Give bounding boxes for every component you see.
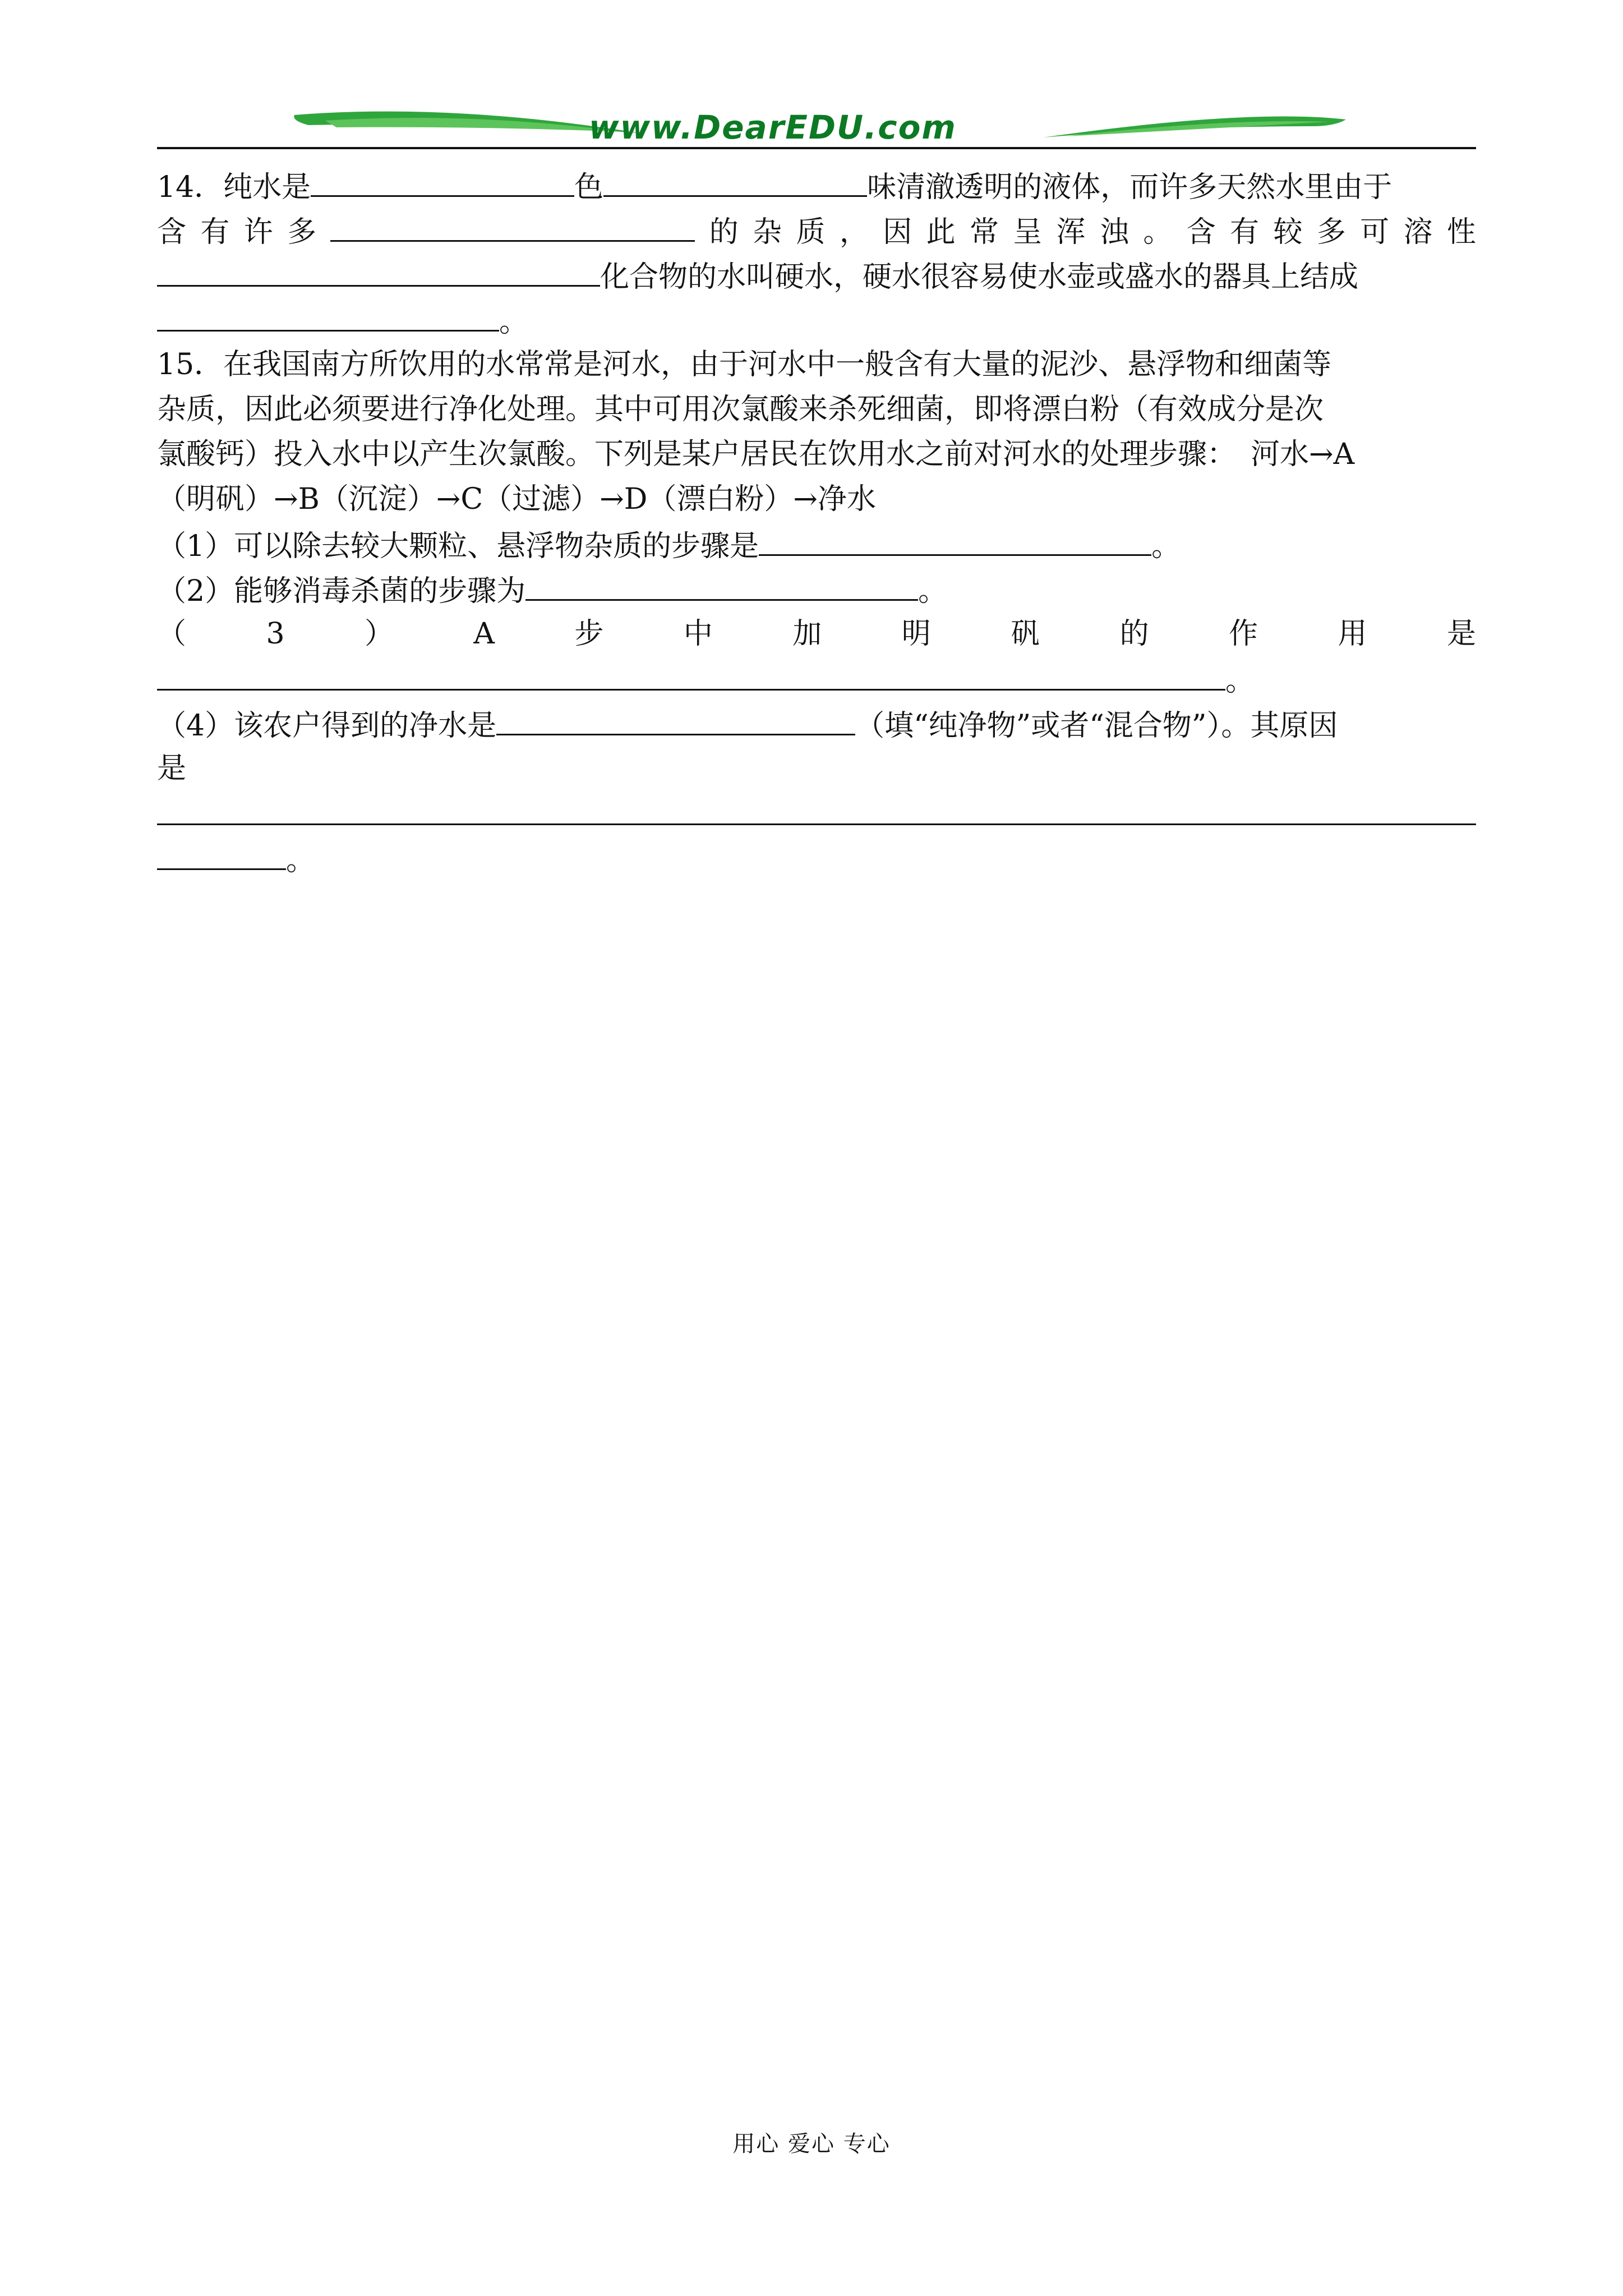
q14-l2-char: 溶 <box>1403 215 1433 249</box>
q14-l2-char: 质 <box>796 215 826 249</box>
q15-sub3-char: 的 <box>1119 617 1149 651</box>
q14-l2-char: 多 <box>287 215 317 249</box>
q15-sub1-period: 。 <box>1151 530 1181 563</box>
q15-paragraph-line-3 <box>157 432 1476 477</box>
q14-text-c: 味清澈透明的液体，而许多天然水里由于 <box>867 171 1393 204</box>
q15-sub4 <box>157 701 1476 746</box>
q14-line-2 <box>157 208 1476 252</box>
q14-period: 。 <box>499 305 529 339</box>
question-content <box>157 163 1476 881</box>
q15-sub3-blank[interactable] <box>157 656 1225 691</box>
q15-sub3-answer-line <box>157 656 1476 701</box>
q15-sub3-period: 。 <box>1225 664 1255 698</box>
q15-sub2-blank[interactable] <box>525 567 918 601</box>
q14-l2-char: 杂 <box>753 215 782 249</box>
q15-sub4-blank-end[interactable] <box>157 836 286 870</box>
q14-l2-char: 因 <box>883 215 912 249</box>
q15-sub4-answer-rule-line <box>157 791 1476 836</box>
q14-l2-char: 多 <box>1316 215 1346 249</box>
q15-sub4-cont-text: 是 <box>157 752 187 785</box>
q15-sub3-char: 步 <box>574 617 604 651</box>
q15-sub4-text-after: （填“纯净物”或者“混合物”）。其原因 <box>855 709 1338 743</box>
q14-l2-char: 性 <box>1446 215 1476 249</box>
q14-l2-char: ， <box>839 215 869 249</box>
q15-text: 氯酸钙）投入水中以产生次氯酸。下列是某户居民在饮用水之前对河水的处理步骤： 河水→A <box>157 438 1355 471</box>
q15-sub3-char: A <box>473 617 495 651</box>
q15-sub3-char: 3 <box>266 617 285 651</box>
q15-sub2-text: （2）能够消毒杀菌的步骤为 <box>157 574 526 608</box>
page-footer: 用心 爱心 专心 <box>732 2131 891 2157</box>
q15-text: 杂质，因此必须要进行净化处理。其中可用次氯酸来杀死细菌，即将漂白粉（有效成分是次 <box>157 393 1324 426</box>
page-header <box>157 104 1495 160</box>
q15-sub3 <box>157 611 1476 656</box>
q15-sub3-char: 明 <box>901 617 931 651</box>
q15-sub4-blank[interactable] <box>496 701 855 735</box>
q15-sub3-char: 用 <box>1338 617 1367 651</box>
q14-text-d: 化合物的水叫硬水，硬水很容易使水壶或盛水的器具上结成 <box>600 260 1359 294</box>
q14-text-b: 色 <box>574 171 604 204</box>
q15-sub3-char: ） <box>364 617 394 651</box>
q14-l2-char: 有 <box>1230 215 1260 249</box>
q14-line-3 <box>157 252 1476 297</box>
q15-paragraph-line-4 <box>157 477 1476 522</box>
q14-line-1 <box>157 163 1476 208</box>
q15-sub4-answer-rule[interactable] <box>157 791 1476 825</box>
site-logo-text: www.DearEDU.com <box>589 108 957 146</box>
q14-l2-char: 常 <box>969 215 999 249</box>
q14-l2-char: 此 <box>926 215 956 249</box>
q15-sub2-period: 。 <box>918 574 948 608</box>
q15-sub3-char: 中 <box>683 617 713 651</box>
q15-sub4-cont <box>157 746 1476 791</box>
q14-l2-char: 。 <box>1143 215 1173 249</box>
q14-blank-5[interactable] <box>157 297 499 332</box>
q15-sub4-period: 。 <box>286 844 316 877</box>
q14-l2-char: 可 <box>1360 215 1390 249</box>
q15-paragraph-line-1 <box>157 342 1476 387</box>
q15-sub4-answer-end <box>157 836 1476 881</box>
q15-sub1 <box>157 522 1476 567</box>
q14-l2-char: 浑 <box>1056 215 1086 249</box>
q15-paragraph-line-2 <box>157 387 1476 432</box>
q15-text: 15．在我国南方所饮用的水常常是河水，由于河水中一般含有大量的泥沙、悬浮物和细菌等 <box>157 348 1332 381</box>
q15-sub3-char: 加 <box>792 617 822 651</box>
q14-l2-char: 许 <box>243 215 273 249</box>
q15-sub3-char: 矾 <box>1011 617 1040 651</box>
q14-text-a: 14．纯水是 <box>157 171 311 204</box>
q15-sub1-text: （1）可以除去较大颗粒、悬浮物杂质的步骤是 <box>157 530 759 563</box>
q15-sub3-char: （ <box>157 617 187 651</box>
q14-l2-char: 含 <box>157 215 187 249</box>
q14-blank-2[interactable] <box>603 163 867 197</box>
header-divider <box>157 147 1476 149</box>
q15-sub1-blank[interactable] <box>759 522 1151 556</box>
q14-blank-1[interactable] <box>311 163 574 197</box>
q15-sub2 <box>157 567 1476 611</box>
q14-l2-char: 较 <box>1273 215 1303 249</box>
q14-blank-3[interactable] <box>330 208 695 242</box>
q15-text: （明矾）→B（沉淀）→C（过滤）→D（漂白粉）→净水 <box>157 482 876 516</box>
q14-l2-char: 的 <box>709 215 739 249</box>
q14-l2-char: 含 <box>1186 215 1216 249</box>
q14-blank-4[interactable] <box>157 252 600 287</box>
q14-l2-char: 浊 <box>1100 215 1129 249</box>
q15-sub4-text: （4）该农户得到的净水是 <box>157 709 497 743</box>
q14-l2-char: 有 <box>200 215 230 249</box>
q14-l2-char: 呈 <box>1013 215 1043 249</box>
q14-line-4 <box>157 297 1476 342</box>
q15-sub3-char: 是 <box>1446 617 1476 651</box>
q15-sub3-char: 作 <box>1229 617 1258 651</box>
